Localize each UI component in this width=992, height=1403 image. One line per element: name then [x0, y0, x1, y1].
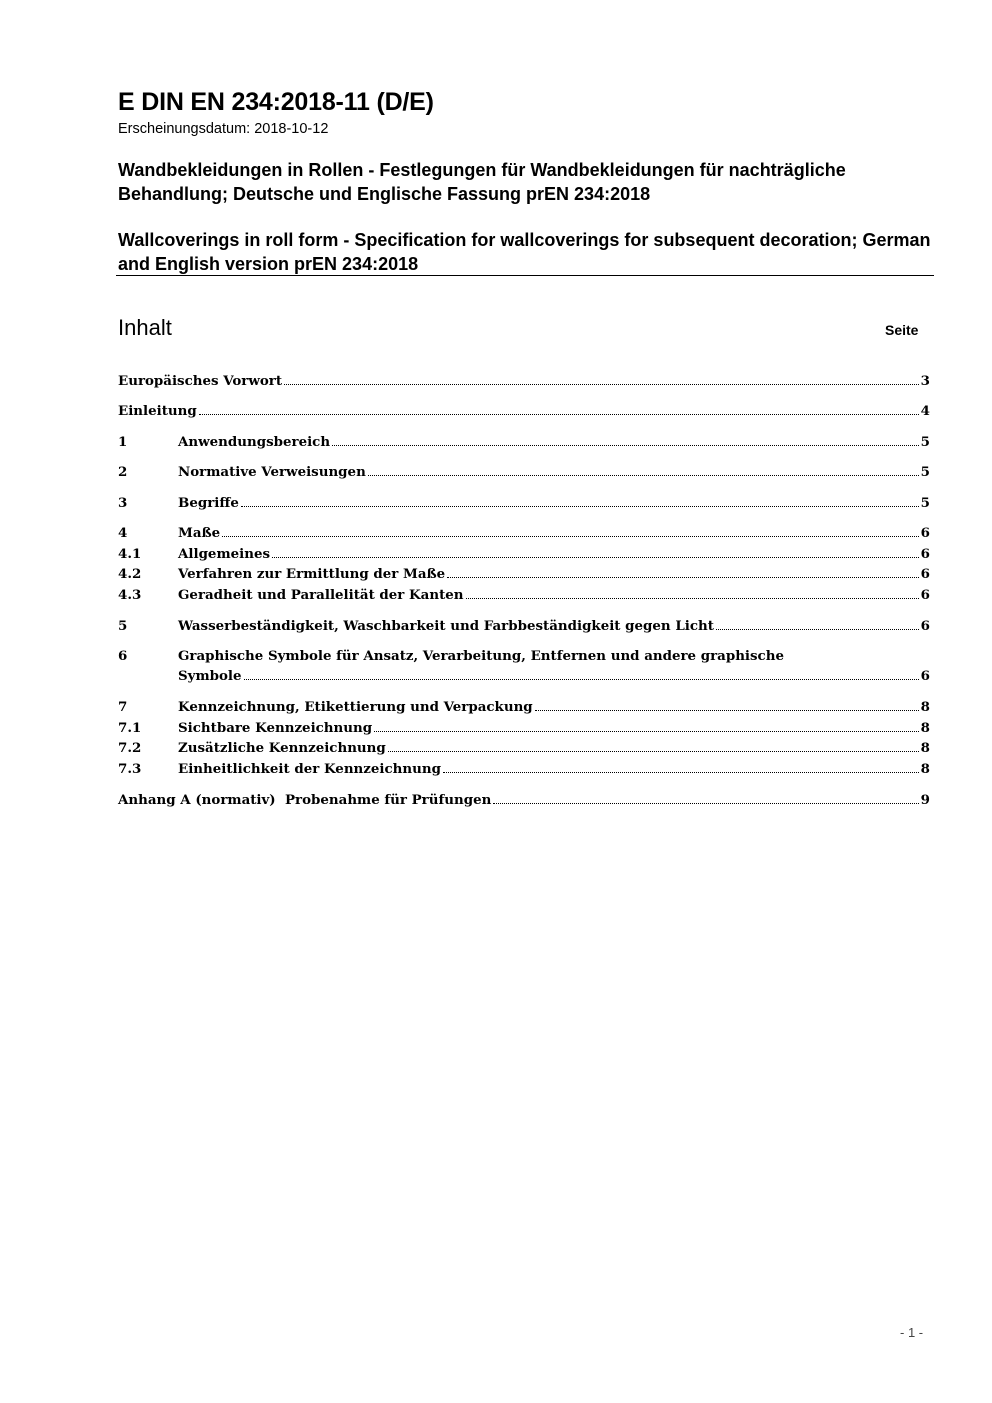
toc-entry-4-1[interactable] [118, 544, 930, 564]
toc-entry-label: Geradheit und Parallelität der Kanten [178, 587, 464, 603]
toc-entry-page: 8 [920, 740, 930, 756]
toc-entry-label: Europäisches Vorwort [118, 373, 283, 389]
toc-entry-page: 5 [920, 464, 930, 480]
toc-entry-4-3[interactable] [118, 585, 930, 605]
toc-entry-label: Sichtbare Kennzeichnung [178, 720, 373, 736]
toc-entry-label: Allgemeines [178, 546, 271, 562]
toc-entry-5[interactable] [118, 616, 930, 636]
toc-entry-2[interactable] [118, 462, 930, 482]
toc-leader-dots [241, 506, 919, 507]
toc-leader-dots [374, 731, 919, 732]
toc-entry-page: 8 [920, 720, 930, 736]
toc-entry-label: Einleitung [118, 403, 197, 419]
toc-leader-dots [368, 475, 919, 476]
toc-entry-page: 6 [920, 566, 930, 582]
toc-entry-page: 6 [920, 587, 930, 603]
toc-entry-7[interactable] [118, 697, 930, 717]
toc-page-column-label: Seite [885, 322, 919, 338]
toc-entry-page: 5 [920, 495, 930, 511]
toc-entry-label: Zusätzliche Kennzeichnung [178, 740, 386, 756]
toc-entry-number: 7 [118, 699, 128, 715]
toc-entry-7-3[interactable] [118, 759, 930, 779]
toc-entry-page: 5 [920, 434, 930, 450]
toc-entry-4-2[interactable] [118, 564, 930, 584]
toc-entry-number: 4.3 [118, 587, 142, 603]
toc-entry-7-1[interactable] [118, 718, 930, 738]
toc-leader-dots [535, 710, 919, 711]
toc-entry-label: Graphische Symbole für Ansatz, Verarbeitung, Entfernen und andere graphische [178, 648, 784, 664]
toc-entry-7-2[interactable] [118, 738, 930, 758]
toc-leader-dots [244, 679, 919, 680]
toc-entry-annex-a[interactable] [118, 790, 930, 810]
toc-leader-dots [222, 536, 918, 537]
toc-entry-page: 6 [920, 525, 930, 541]
toc-entry-number: 6 [118, 648, 128, 664]
toc-entry-3[interactable] [118, 493, 930, 513]
toc-entry-label: Maße [178, 525, 221, 541]
toc-entry-page: 4 [920, 403, 930, 419]
toc-leader-dots [447, 577, 918, 578]
toc-entry-number: 7.2 [118, 740, 142, 756]
toc-leader-dots [272, 557, 919, 558]
page-number: - 1 - [900, 1325, 924, 1340]
header-divider [116, 275, 934, 276]
toc-leader-dots [716, 629, 919, 630]
toc-entry-label: Normative Verweisungen [178, 464, 366, 480]
toc-entry-label-continued: Symbole [178, 668, 242, 684]
toc-entry-number: 1 [118, 434, 128, 450]
document-title: E DIN EN 234:2018-11 (D/E) [118, 88, 434, 116]
toc-entry-number: 4.2 [118, 566, 142, 582]
toc-entry-page: 8 [920, 699, 930, 715]
toc-heading: Inhalt [118, 315, 172, 340]
toc-entry-einleitung[interactable] [118, 401, 930, 421]
toc-entry-label: Anhang A (normativ) Probenahme für Prüfungen [118, 792, 492, 808]
toc-leader-dots [332, 445, 919, 446]
toc-leader-dots [284, 384, 919, 385]
toc-entry-page: 8 [920, 761, 930, 777]
toc-entry-label: Begriffe [178, 495, 239, 511]
toc-entry-page: 6 [920, 618, 930, 634]
title-english: Wallcoverings in roll form - Specification for wallcoverings for subsequent decoration; German and English version prEN 234:2018 [118, 230, 931, 274]
toc-entry-label: Kennzeichnung, Etikettierung und Verpackung [178, 699, 533, 715]
toc-leader-dots [199, 414, 919, 415]
toc-entry-number: 4 [118, 525, 128, 541]
toc-entry-number: 3 [118, 495, 128, 511]
toc-entry-label: Wasserbeständigkeit, Waschbarkeit und Farbbeständigkeit gegen Licht [178, 618, 714, 634]
toc-entry-label: Verfahren zur Ermittlung der Maße [178, 566, 446, 582]
toc-entry-4[interactable] [118, 523, 930, 543]
toc-entry-label: Einheitlichkeit der Kennzeichnung [178, 761, 441, 777]
toc-entry-vorwort[interactable] [118, 371, 930, 391]
toc-leader-dots [493, 803, 918, 804]
toc-entry-label: Anwendungsbereich [178, 434, 331, 450]
toc-leader-dots [466, 598, 919, 599]
toc-entry-page: 9 [920, 792, 930, 808]
toc-entry-number: 2 [118, 464, 128, 480]
toc-entry-number: 7.3 [118, 761, 142, 777]
publication-date: Erscheinungsdatum: 2018-10-12 [118, 121, 329, 137]
toc-entry-number: 7.1 [118, 720, 142, 736]
toc-entry-number: 4.1 [118, 546, 142, 562]
toc-entry-number: 5 [118, 618, 128, 634]
title-german: Wandbekleidungen in Rollen - Festlegungen für Wandbekleidungen für nachträgliche Behandlung; Deutsche und Englische Fassung prEN 234:2018 [118, 160, 846, 204]
toc-entry-page: 3 [920, 373, 930, 389]
toc-leader-dots [388, 751, 919, 752]
toc-entry-page: 6 [920, 668, 930, 684]
toc-entry-1[interactable] [118, 432, 930, 452]
toc-entry-6[interactable] [118, 646, 930, 686]
toc-entry-page: 6 [920, 546, 930, 562]
toc-leader-dots [443, 772, 919, 773]
